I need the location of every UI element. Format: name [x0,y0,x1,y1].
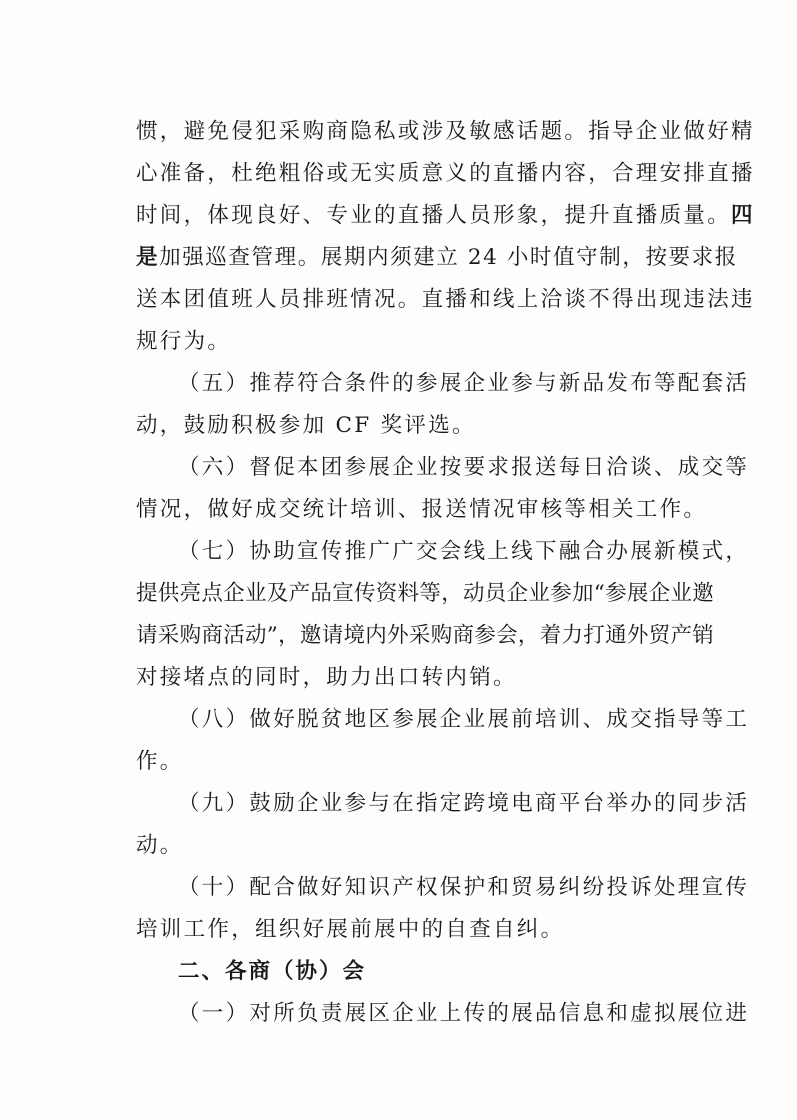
section-heading: 二、各商（协）会 [178,959,367,984]
paragraph-line [136,244,738,272]
list-item-line: 情况，做好成交统计培训、报送情况审核等相关工作。 [136,497,708,522]
paragraph-line: 送本团值班人员排班情况。直播和线上洽谈不得出现违法违 [136,287,755,312]
list-item-line: 提供亮点企业及产品宣传资料等，动员企业参加“参展企业邀 [136,581,715,606]
list-item-line: （十）配合做好知识产权保护和贸易纠纷投诉处理宣传 [178,875,750,900]
list-item-line: 对接堵点的同时，助力出口转内销。 [136,665,517,690]
list-item-line: 请采购商活动”，邀请境内外采购商参会，着力打通外贸产销 [136,623,715,648]
list-item-line: （九）鼓励企业参与在指定跨境电商平台举办的同步活 [178,791,750,816]
paragraph-text: 加强巡查管理。展期内须建立 24 小时值守制，按要求报 [159,245,738,270]
list-item-line: （五）推荐符合条件的参展企业参与新品发布等配套活 [178,371,750,396]
list-item-line: （八）做好脱贫地区参展企业展前培训、成交指导等工 [178,707,750,732]
list-item-line: 培训工作，组织好展前展中的自查自纠。 [136,917,565,942]
list-item-line: （一）对所负责展区企业上传的展品信息和虚拟展位进 [178,1001,750,1026]
list-item-line: （七）协助宣传推广广交会线上线下融合办展新模式， [178,539,750,564]
list-item-line: 作。 [136,749,184,774]
list-item-line: 动。 [136,833,184,858]
paragraph-line: 心准备，杜绝粗俗或无实质意义的直播内容，合理安排直播 [136,161,755,186]
list-item-line: 动，鼓励积极参加 CF 奖评选。 [136,413,476,438]
paragraph-line [136,202,755,230]
paragraph-line: 规行为。 [136,329,232,354]
list-item-line: （六）督促本团参展企业按要求报送每日洽谈、成交等 [178,455,750,480]
emphasis-text: 四 [731,203,755,228]
paragraph-line: 惯，避免侵犯采购商隐私或涉及敏感话题。指导企业做好精 [136,119,755,144]
paragraph-text: 时间，体现良好、专业的直播人员形象，提升直播质量。 [136,203,732,228]
emphasis-text: 是 [136,245,160,270]
